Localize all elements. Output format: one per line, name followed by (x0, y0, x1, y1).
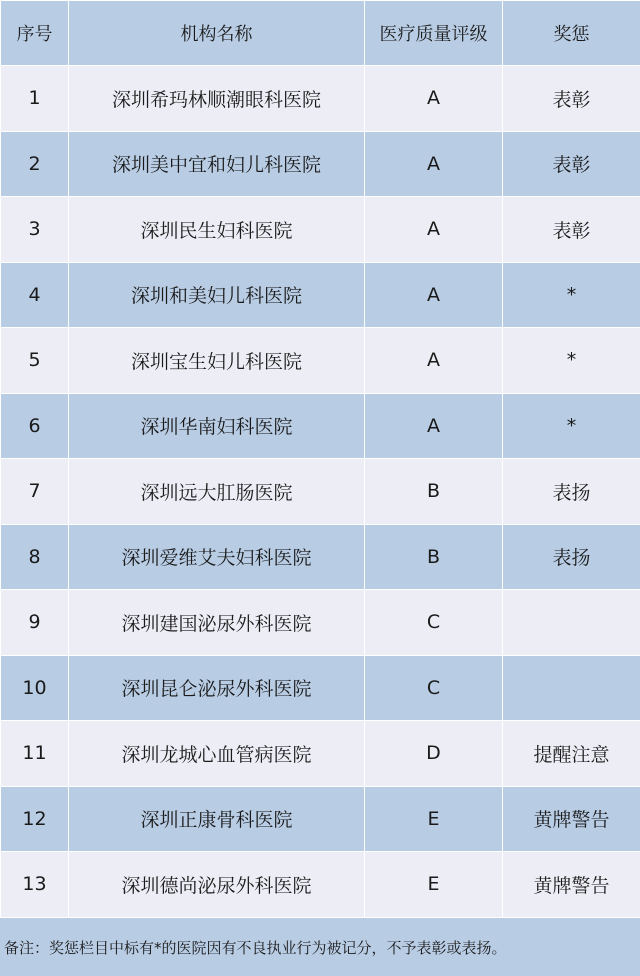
cell-award: 表彰 (503, 197, 640, 263)
cell-name: 深圳希玛林顺潮眼科医院 (69, 66, 365, 132)
cell-grade: B (365, 524, 503, 590)
cell-award (503, 655, 640, 721)
cell-grade: A (365, 328, 503, 394)
table-body (1, 66, 640, 918)
cell-name: 深圳宝生妇儿科医院 (69, 328, 365, 394)
cell-index: 5 (1, 328, 69, 394)
table-row (1, 197, 640, 263)
cell-award: 表彰 (503, 66, 640, 132)
table-row (1, 524, 640, 590)
cell-grade: C (365, 590, 503, 656)
cell-name: 深圳昆仑泌尿外科医院 (69, 655, 365, 721)
header-grade: 医疗质量评级 (365, 1, 503, 66)
cell-grade: A (365, 393, 503, 459)
table-row (1, 262, 640, 328)
cell-grade: A (365, 66, 503, 132)
cell-name: 深圳远大肛肠医院 (69, 459, 365, 525)
cell-index: 8 (1, 524, 69, 590)
cell-name: 深圳龙城心血管病医院 (69, 721, 365, 787)
cell-award: 表彰 (503, 131, 640, 197)
table-row (1, 459, 640, 525)
cell-grade: B (365, 459, 503, 525)
cell-award: 黄牌警告 (503, 786, 640, 852)
cell-index: 10 (1, 655, 69, 721)
footnote: 备注：奖惩栏目中标有*的医院因有不良执业行为被记分，不予表彰或表扬。 (0, 917, 640, 976)
cell-award: 表扬 (503, 459, 640, 525)
cell-grade: A (365, 262, 503, 328)
cell-index: 12 (1, 786, 69, 852)
cell-award: 黄牌警告 (503, 852, 640, 918)
table-header (1, 1, 640, 66)
cell-name: 深圳美中宜和妇儿科医院 (69, 131, 365, 197)
header-award: 奖惩 (503, 1, 640, 66)
table-row (1, 131, 640, 197)
cell-index: 9 (1, 590, 69, 656)
cell-name: 深圳华南妇科医院 (69, 393, 365, 459)
table-row (1, 852, 640, 918)
cell-name: 深圳建国泌尿外科医院 (69, 590, 365, 656)
cell-index: 2 (1, 131, 69, 197)
cell-index: 11 (1, 721, 69, 787)
table-row (1, 590, 640, 656)
cell-award: * (503, 328, 640, 394)
cell-name: 深圳德尚泌尿外科医院 (69, 852, 365, 918)
cell-grade: E (365, 786, 503, 852)
cell-award (503, 590, 640, 656)
cell-award: 提醒注意 (503, 721, 640, 787)
cell-index: 1 (1, 66, 69, 132)
cell-name: 深圳和美妇儿科医院 (69, 262, 365, 328)
table-row (1, 655, 640, 721)
cell-grade: E (365, 852, 503, 918)
table-row (1, 393, 640, 459)
cell-name: 深圳民生妇科医院 (69, 197, 365, 263)
header-index: 序号 (1, 1, 69, 66)
cell-name: 深圳正康骨科医院 (69, 786, 365, 852)
cell-grade: A (365, 197, 503, 263)
header-row (1, 1, 640, 66)
header-name: 机构名称 (69, 1, 365, 66)
cell-name: 深圳爱维艾夫妇科医院 (69, 524, 365, 590)
table-row (1, 721, 640, 787)
cell-index: 3 (1, 197, 69, 263)
cell-grade: A (365, 131, 503, 197)
cell-index: 4 (1, 262, 69, 328)
cell-grade: C (365, 655, 503, 721)
table-row (1, 786, 640, 852)
table-row (1, 66, 640, 132)
cell-award: * (503, 262, 640, 328)
cell-award: * (503, 393, 640, 459)
cell-index: 13 (1, 852, 69, 918)
cell-grade: D (365, 721, 503, 787)
table-row (1, 328, 640, 394)
cell-index: 6 (1, 393, 69, 459)
cell-index: 7 (1, 459, 69, 525)
cell-award: 表扬 (503, 524, 640, 590)
